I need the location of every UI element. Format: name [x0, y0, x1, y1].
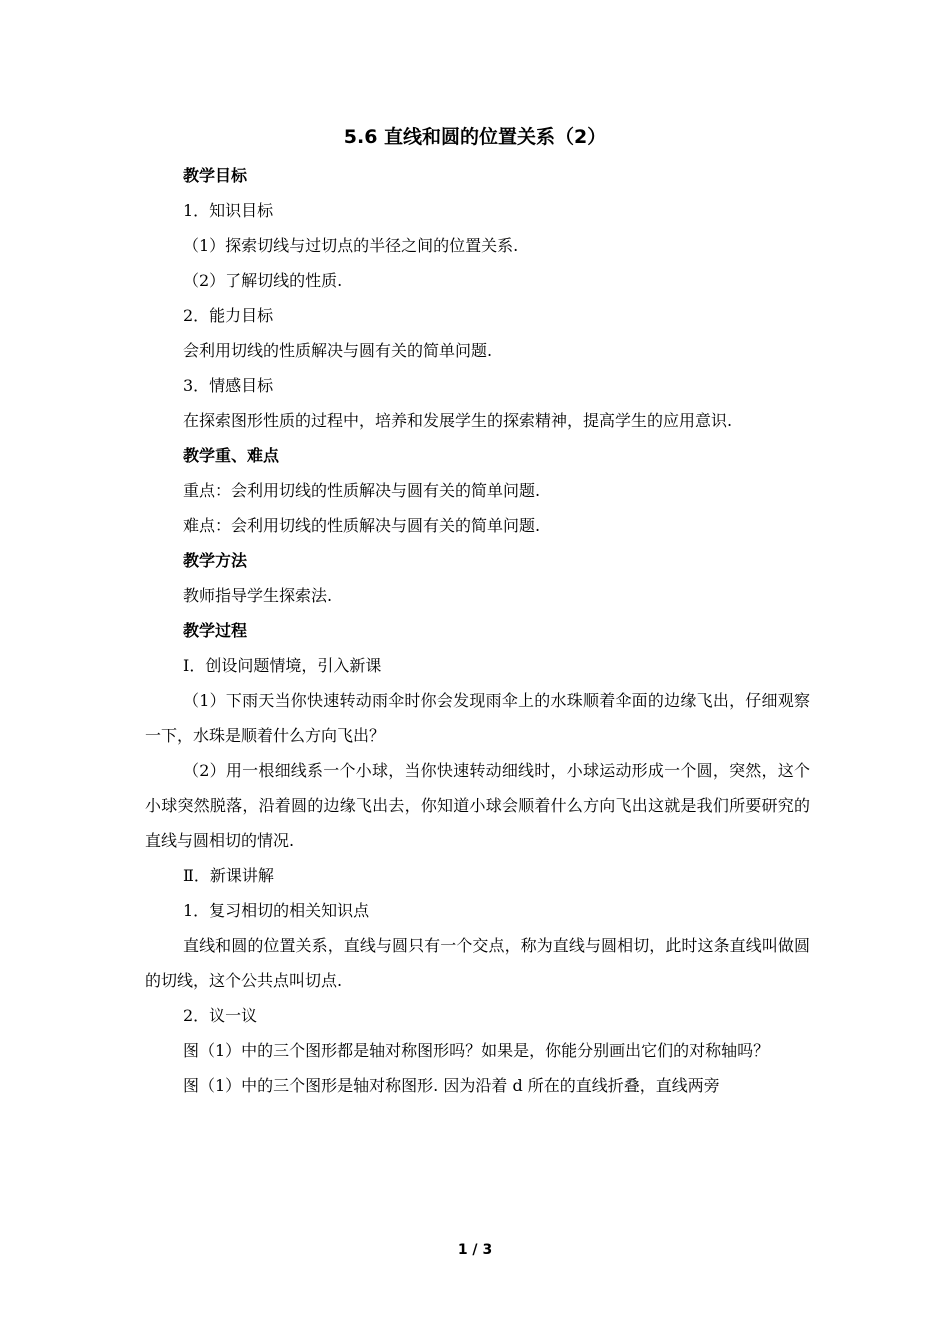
section-heading-key-points: 教学重、难点: [183, 446, 280, 465]
section-heading-method: 教学方法: [183, 551, 248, 570]
section-heading-objectives: 教学目标: [183, 166, 248, 185]
scenario-question-two: （2）用一根细线系一个小球，当你快速转动细线时，小球运动形成一个圆，突然，这个小球突然脱落，沿着圆的边缘飞出去，你知道小球会顺着什么方向飞出这就是我们所要研究的直线与圆相切的情况.: [145, 761, 810, 850]
emotion-goal-text: 在探索图形性质的过程中，培养和发展学生的探索精神，提高学生的应用意识.: [183, 411, 733, 430]
page-number: [0, 1240, 950, 1260]
page-title: 5.6 直线和圆的位置关系（2）: [343, 126, 607, 148]
discuss-label: 2．议一议: [183, 1006, 258, 1025]
knowledge-goal-item: （1）探索切线与过切点的半径之间的位置关系.: [183, 236, 519, 255]
key-point-text: 重点：会利用切线的性质解决与圆有关的简单问题.: [183, 481, 541, 500]
process-part-one: Ⅰ．创设问题情境，引入新课: [183, 656, 382, 675]
ability-goal-text: 会利用切线的性质解决与圆有关的简单问题.: [183, 341, 493, 360]
method-text: 教师指导学生探索法.: [183, 586, 333, 605]
scenario-question-one: （1）下雨天当你快速转动雨伞时你会发现雨伞上的水珠顺着伞面的边缘飞出，仔细观察一下，水珠是顺着什么方向飞出？: [145, 691, 810, 745]
discuss-answer: 图（1）中的三个图形是轴对称图形. 因为沿着 d 所在的直线折叠，直线两旁: [183, 1076, 720, 1095]
current-page: 1: [457, 1242, 468, 1258]
page-separator: /: [467, 1242, 483, 1258]
difficulty-text: 难点：会利用切线的性质解决与圆有关的简单问题.: [183, 516, 541, 535]
review-text: 直线和圆的位置关系，直线与圆只有一个交点，称为直线与圆相切，此时这条直线叫做圆的切线，这个公共点叫切点.: [145, 936, 810, 990]
review-label: 1．复习相切的相关知识点: [183, 901, 370, 920]
knowledge-goal-label: 1．知识目标: [183, 201, 274, 220]
total-pages: 3: [482, 1242, 493, 1258]
process-part-two: Ⅱ．新课讲解: [183, 866, 274, 885]
ability-goal-label: 2．能力目标: [183, 306, 274, 325]
discuss-question: 图（1）中的三个图形都是轴对称图形吗？如果是，你能分别画出它们的对称轴吗？: [183, 1041, 770, 1060]
emotion-goal-label: 3．情感目标: [183, 376, 274, 395]
knowledge-goal-item: （2）了解切线的性质.: [183, 271, 343, 290]
document-body: [145, 158, 810, 1103]
section-heading-process: 教学过程: [183, 621, 248, 640]
